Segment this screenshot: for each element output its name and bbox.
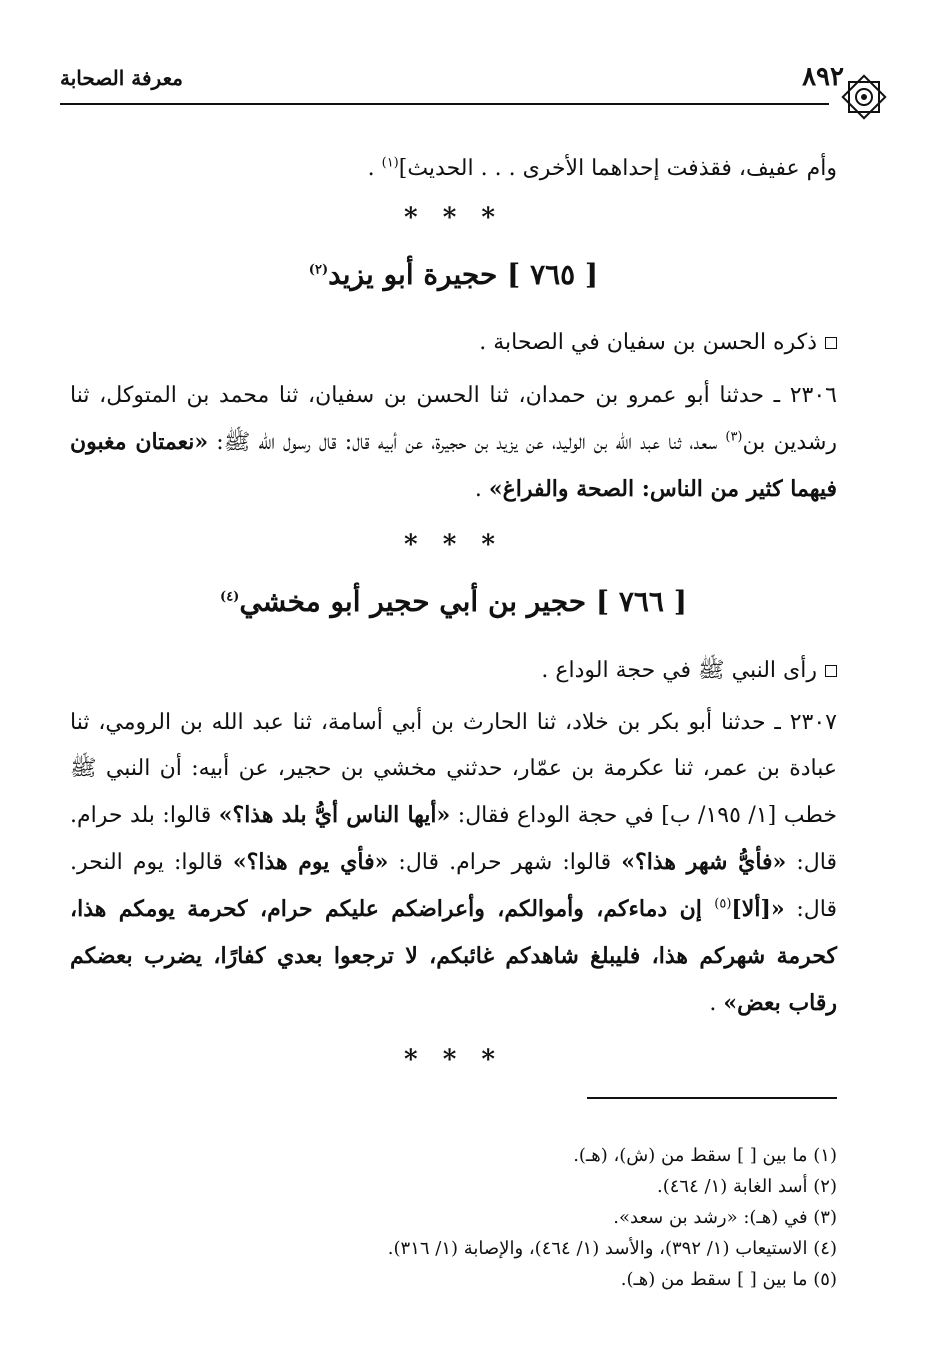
footnote-ref: (٣) [725,429,743,445]
footnote-rule [587,1097,837,1099]
square-bullet-icon [825,665,837,677]
footnote-ref: (٤) [220,589,240,605]
header-rule [60,103,829,105]
entry-note-766: رأى النبي ﷺ في حجة الوداع . [70,648,837,694]
separator: * * * [404,1045,503,1075]
footnote-ref: (٢) [308,262,329,278]
intro-paragraph: وأم عفيف، فقذفت إحداهما الأخرى . . . الحديث]$^{(١)}$ . [367,155,837,181]
page-header [60,62,844,102]
ornament-icon [839,72,889,122]
entry-note-765: ذكره الحسن بن سفيان في الصحابة . [70,320,837,366]
page-number: ٨٩٢ [802,62,844,92]
entry-title-766: [ ٧٦٦ ] حجير بن أبي حجير أبو مخشي$^{(٤)}$ [220,585,687,618]
footnote-5: (٥) ما بين [ ] سقط من (هـ). [620,1269,837,1290]
entry-title-765: [ ٧٦٥ ] حجيرة أبو يزيد$^{(٢)}$ [308,258,599,291]
footnote-4: (٤) الاستيعاب (١/ ٣٩٢)، والأسد (١/ ٤٦٤)، والإصابة (١/ ٣١٦). [387,1238,837,1259]
footnote-2: (٢) أسد الغابة (١/ ٤٦٤). [657,1176,837,1197]
book-title: معرفة الصحابة [60,66,183,90]
separator: * * * [404,203,503,233]
hadith-2307: ٢٣٠٧ ـ حدثنا أبو بكر بن خلاد، ثنا الحارث بن أبي أسامة، ثنا عبد الله بن الرومي، ثنا عبادة بن عمر، ثنا عكرمة بن عمّار، حدثني مخشي بن حجير، عن أبيه: أن النبي ﷺ خطب [١/ ١٩٥/ ب] في حجة الوداع فقال: «أيها الناس أيُّ بلد هذا؟» قالوا: بلد حرام. قال: «فأيُّ شهر هذا؟» قالوا: شهر حرام. قال: «فأي يوم هذا؟» قالوا: يوم النحر. قال: «[ألا]$^{(٥)}$ إن دماءكم، وأموالكم، وأعراضكم عليكم حرام، كحرمة يومكم هذا، كحرمة شهركم هذا، فليبلغ شاهدكم غائبكم، لا ترجعوا بعدي كفارًا، يضرب بعضكم رقاب بعض» . [70,710,837,1016]
footnotes [70,1140,837,1295]
hadith-2306: ٢٣٠٦ ـ حدثنا أبو عمرو بن حمدان، ثنا الحسن بن سفيان، ثنا محمد بن المتوكل، ثنا رشدين بن$^{(٣)}$ سعد، ثنا عبد الله بن الوليد، عن يزيد بن حجيرة، عن أبيه قال: قال رسول الله ﷺ: «نعمتان مغبون فيهما كثير من الناس: الصحة والفراغ» . [70,383,838,502]
square-bullet-icon [825,337,837,349]
footnote-ref: (٥) [714,896,732,912]
separator: * * * [404,530,503,560]
footnote-ref: (١) [381,155,399,171]
footnote-1: (١) ما بين [ ] سقط من (ش)، (هـ). [573,1145,837,1166]
footnote-3: (٣) في (هـ): «رشد بن سعد». [613,1207,837,1228]
